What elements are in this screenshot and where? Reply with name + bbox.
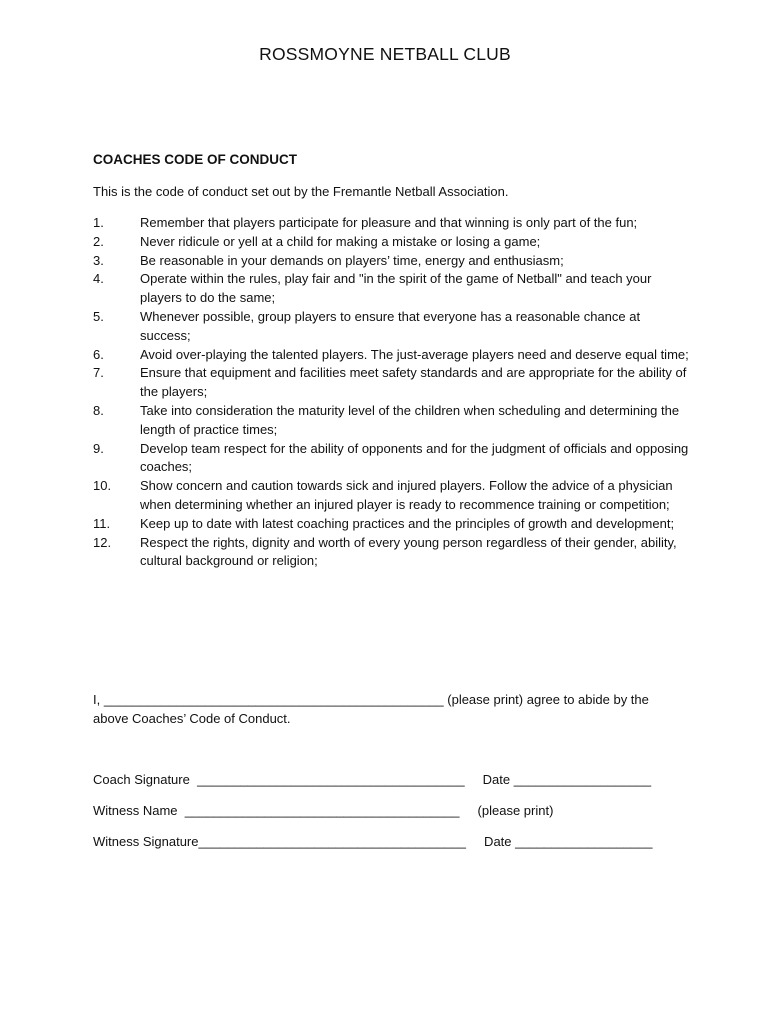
coach-signature-line: Coach Signature _____________________________________ Date ___________________ bbox=[93, 772, 652, 787]
item-text: Show concern and caution towards sick and injured players. Follow the advice of a physician when determining whether an injured player is ready to recommence training or competition; bbox=[140, 478, 673, 512]
list-item bbox=[93, 534, 693, 572]
list-item bbox=[93, 346, 693, 365]
section-heading: COACHES CODE OF CONDUCT bbox=[93, 152, 298, 167]
list-item bbox=[93, 252, 693, 271]
conduct-list bbox=[93, 214, 693, 571]
item-number: 4. bbox=[93, 271, 104, 287]
item-text: Take into consideration the maturity level of the children when scheduling and determining the length of practice times; bbox=[140, 402, 680, 437]
item-number: 9. bbox=[93, 440, 104, 456]
item-number: 10. bbox=[93, 478, 112, 494]
list-item bbox=[93, 308, 693, 346]
list-item bbox=[93, 364, 693, 402]
item-text: Remember that players participate for pleasure and that winning is only part of the fun; bbox=[140, 215, 638, 230]
list-item bbox=[93, 477, 693, 515]
item-number: 3. bbox=[93, 252, 104, 268]
item-number: 1. bbox=[93, 215, 104, 230]
item-text: Whenever possible, group players to ensure that everyone has a reasonable chance at success; bbox=[140, 308, 641, 343]
item-text: Ensure that equipment and facilities meet safety standards and are appropriate for the ability of the players; bbox=[140, 365, 687, 400]
item-text: Develop team respect for the ability of opponents and for the judgment of officials and opposing coaches; bbox=[140, 440, 689, 475]
list-item bbox=[93, 233, 693, 252]
list-item bbox=[93, 270, 693, 308]
item-number: 7. bbox=[93, 365, 104, 381]
item-text: Respect the rights, dignity and worth of every young person regardless of their gender, ability, cultural background or religion; bbox=[140, 534, 677, 569]
item-text: Never ridicule or yell at a child for making a mistake or losing a game; bbox=[140, 233, 541, 249]
agreement-statement: I, _______________________________________________ (please print) agree to abide by the above Coaches’ Code of Conduct. bbox=[93, 692, 649, 726]
item-text: Be reasonable in your demands on players’ time, energy and enthusiasm; bbox=[140, 252, 564, 268]
witness-name-line: Witness Name ______________________________________ (please print) bbox=[93, 803, 554, 818]
club-title: ROSSMOYNE NETBALL CLUB bbox=[259, 44, 511, 64]
intro-text: This is the code of conduct set out by the Fremantle Netball Association. bbox=[93, 184, 509, 199]
item-text: Operate within the rules, play fair and "in the spirit of the game of Netball" and teach your players to do the same; bbox=[140, 271, 652, 306]
list-item bbox=[93, 515, 693, 534]
item-text: Avoid over-playing the talented players. The just-average players need and deserve equal time; bbox=[140, 346, 689, 362]
list-item bbox=[93, 440, 693, 478]
item-number: 12. bbox=[93, 534, 112, 550]
item-number: 6. bbox=[93, 346, 104, 362]
item-text: Keep up to date with latest coaching practices and the principles of growth and development; bbox=[140, 515, 675, 531]
item-number: 8. bbox=[93, 402, 104, 418]
list-item bbox=[93, 402, 693, 440]
list-item bbox=[93, 214, 693, 233]
item-number: 11. bbox=[93, 515, 111, 531]
witness-signature-line: Witness Signature_____________________________________ Date ___________________ bbox=[93, 834, 653, 849]
item-number: 5. bbox=[93, 308, 104, 324]
item-number: 2. bbox=[93, 233, 104, 249]
